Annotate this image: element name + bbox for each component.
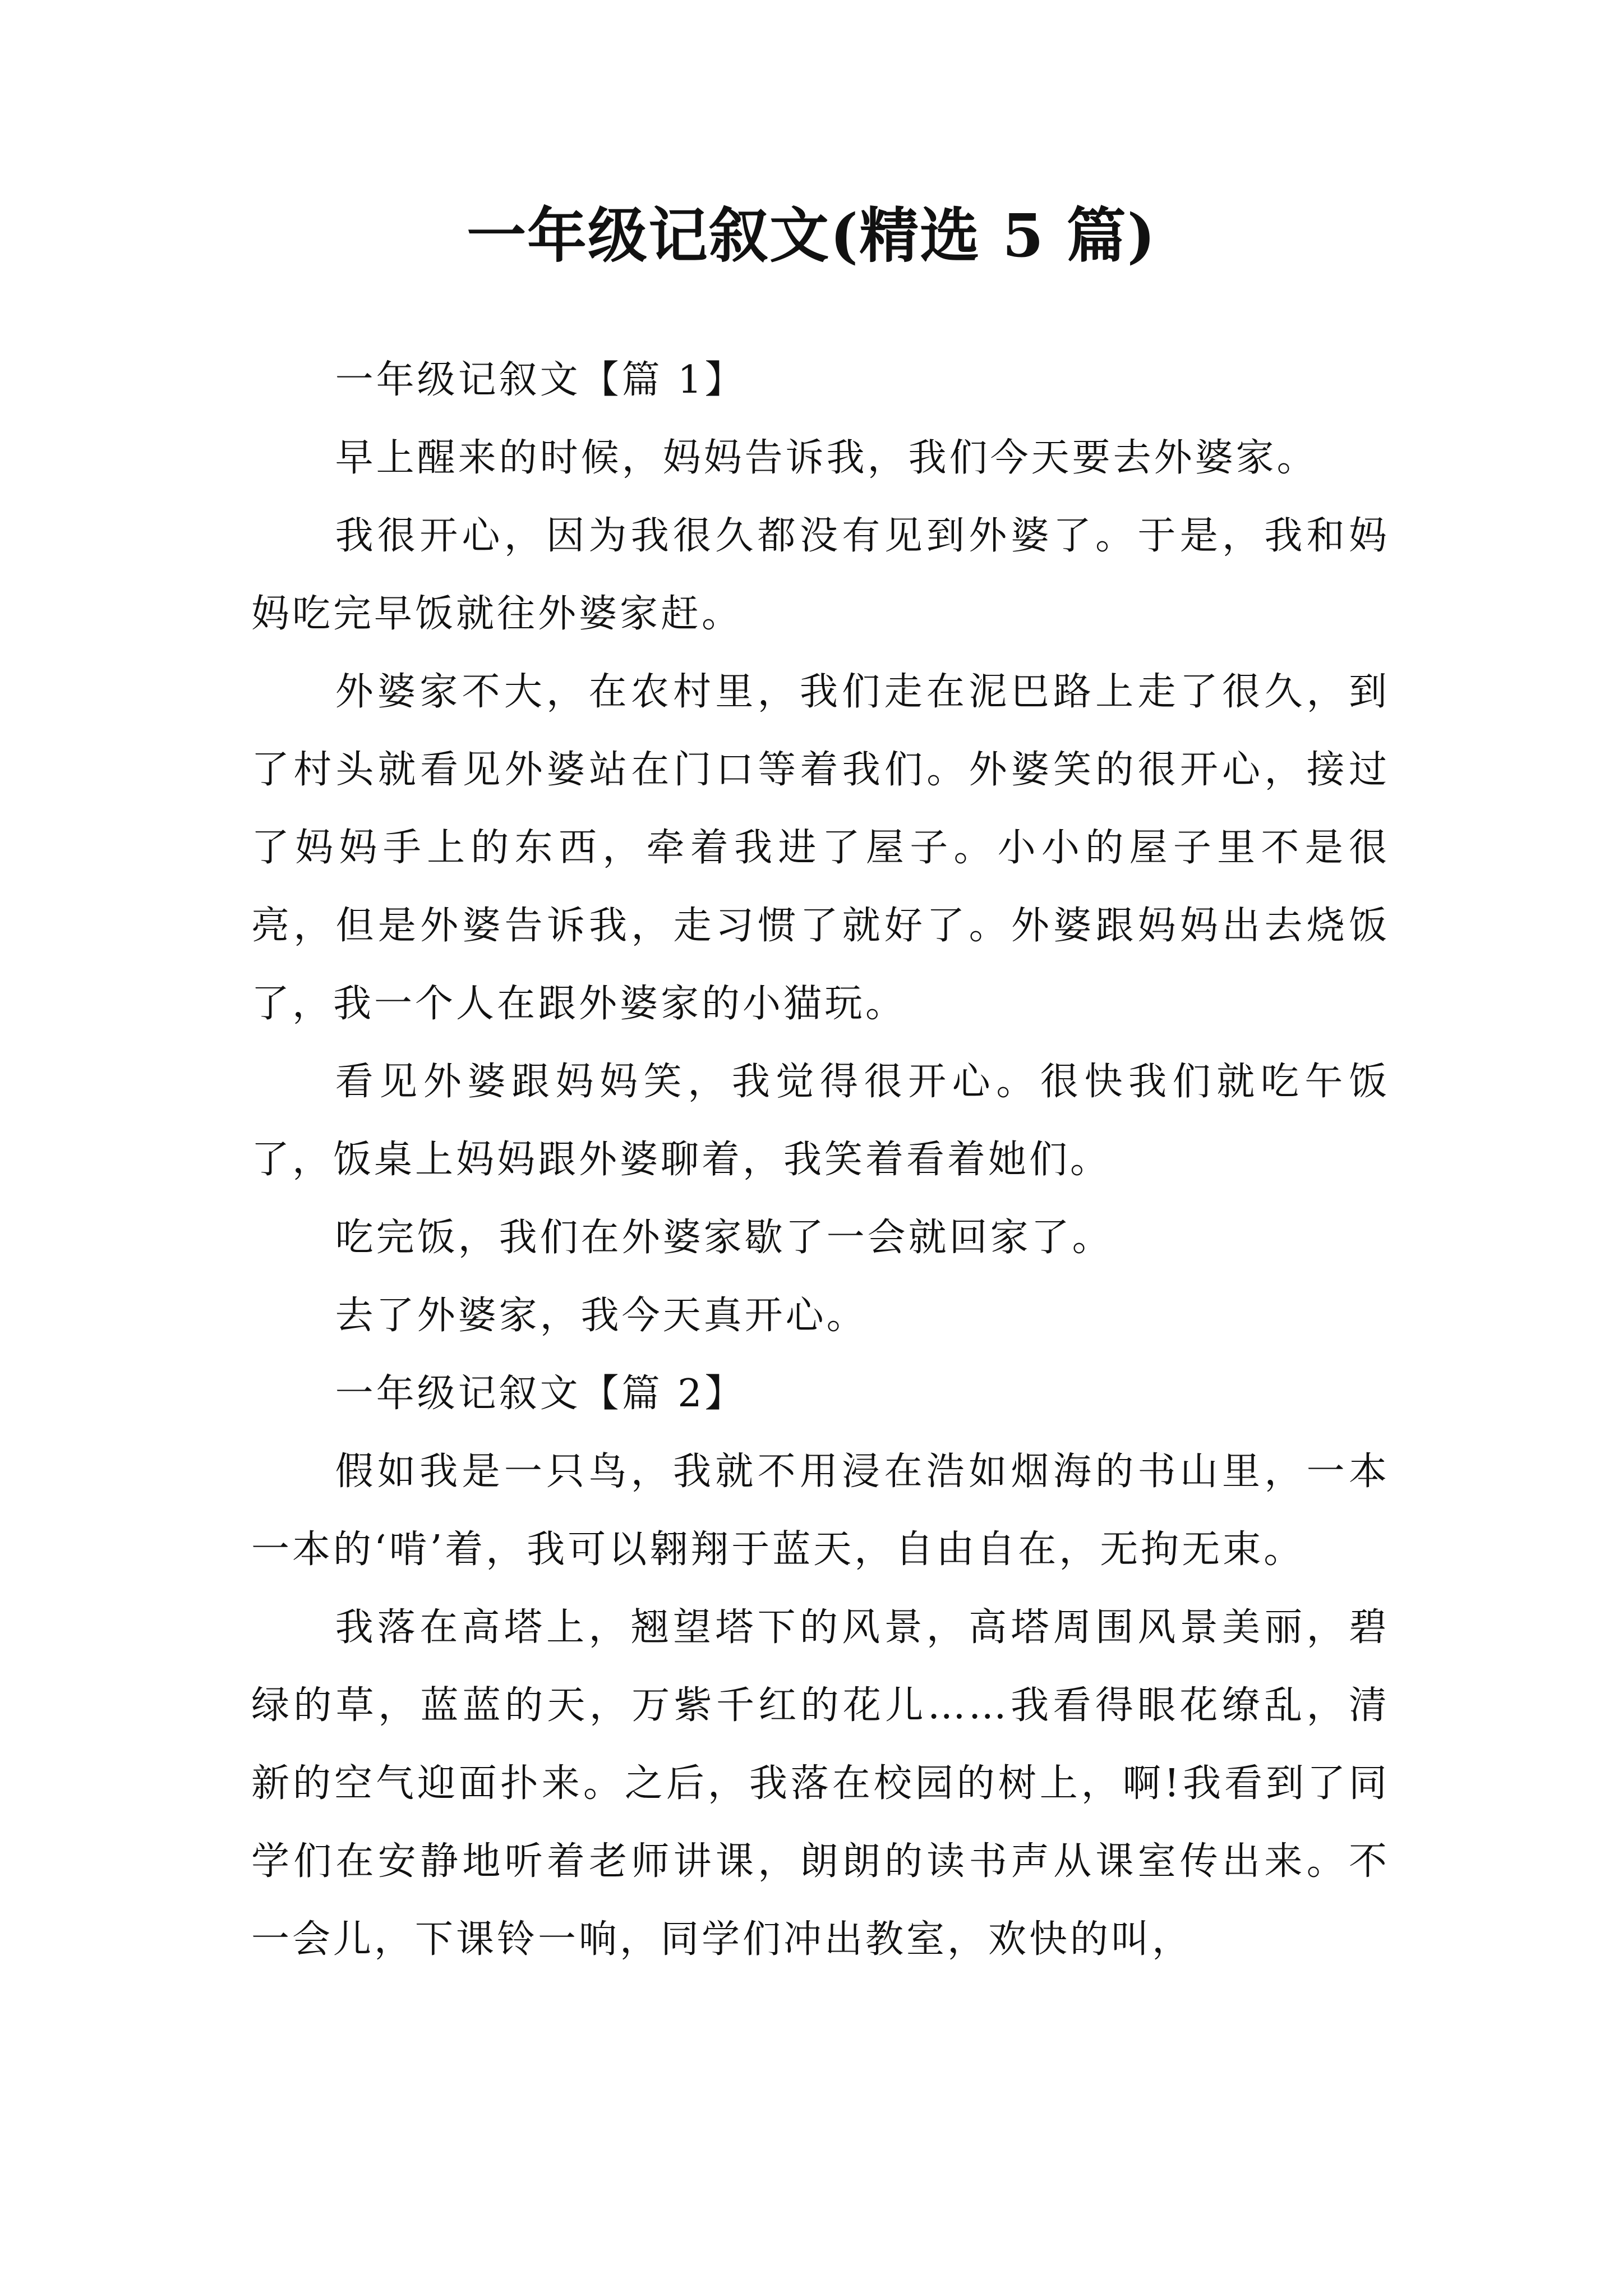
document-title: 一年级记叙文(精选 5 篇) bbox=[467, 200, 1156, 270]
section-heading-2: 一年级记叙文【篇 2】 bbox=[335, 1372, 746, 1416]
paragraph: 吃完饭，我们在外婆家歇了一会就回家了。 bbox=[335, 1216, 1113, 1260]
paragraph: 去了外婆家，我今天真开心。 bbox=[335, 1294, 868, 1338]
paragraph: 我很开心，因为我很久都没有见到外婆了。于是，我和妈妈吃完早饭就往外婆家赶。 bbox=[251, 514, 1390, 636]
paragraph: 假如我是一只鸟，我就不用浸在浩如烟海的书山里，一本一本的‘啃’着，我可以翱翔于蓝天，自由自在，无拘无束。 bbox=[251, 1450, 1390, 1572]
paragraph: 外婆家不大，在农村里，我们走在泥巴路上走了很久，到了村头就看见外婆站在门口等着我们。外婆笑的很开心，接过了妈妈手上的东西，牵着我进了屋子。小小的屋子里不是很亮，但是外婆告诉我，走习惯了就好了。外婆跟妈妈出去烧饭了，我一个人在跟外婆家的小猫玩。 bbox=[251, 670, 1390, 1026]
paragraph: 看见外婆跟妈妈笑，我觉得很开心。很快我们就吃午饭了，饭桌上妈妈跟外婆聊着，我笑着看着她们。 bbox=[251, 1060, 1390, 1182]
section-heading-1: 一年级记叙文【篇 1】 bbox=[335, 358, 746, 402]
document-body bbox=[251, 341, 1390, 1978]
paragraph: 早上醒来的时候，妈妈告诉我，我们今天要去外婆家。 bbox=[335, 436, 1318, 480]
paragraph: 我落在高塔上，翘望塔下的风景，高塔周围风景美丽，碧绿的草，蓝蓝的天，万紫千红的花儿……我看得眼花缭乱，清新的空气迎面扑来。之后，我落在校园的树上，啊!我看到了同学们在安静地听着老师讲课，朗朗的读书声从课室传出来。不一会儿，下课铃一响，同学们冲出教室，欢快的叫， bbox=[251, 1605, 1390, 1962]
